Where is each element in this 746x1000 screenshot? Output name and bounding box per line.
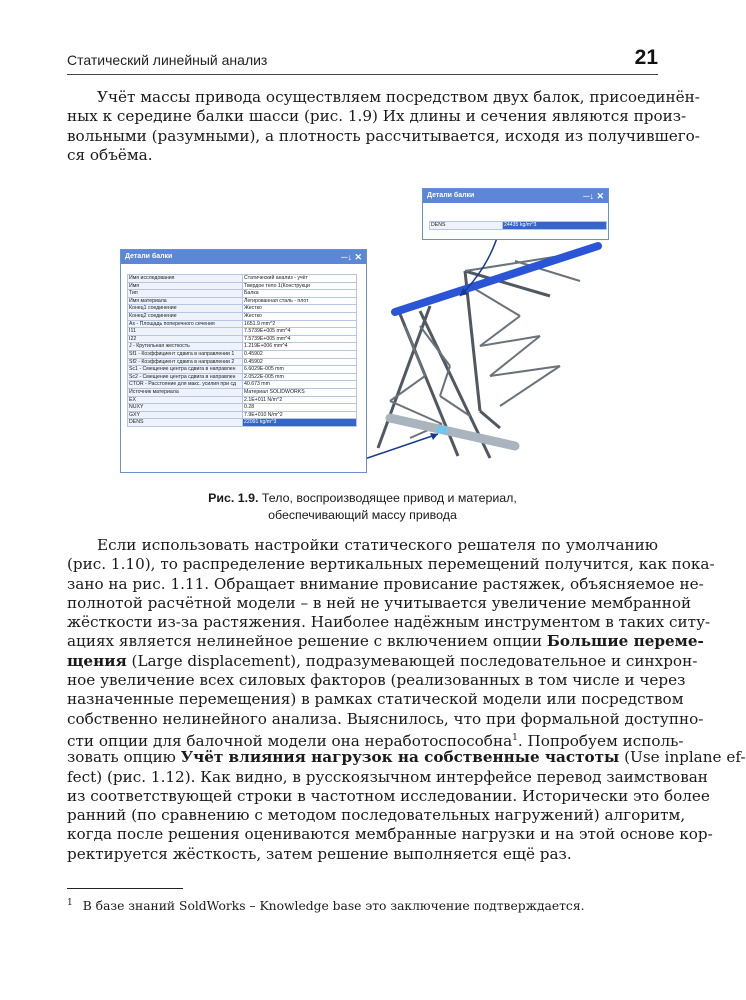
table-row[interactable]: [128, 320, 357, 328]
property-name: Sf2 - Коэффициент сдвига в направлении 2: [128, 358, 243, 366]
property-value: 6.6029E-005 mm: [243, 366, 357, 374]
property-name: DENS: [128, 419, 243, 427]
property-value: 1.219E+006 mm^4: [243, 343, 357, 351]
text-line: ных к середине балки шасси (рис. 1.9) Их длины и сечения являются произ-: [67, 107, 687, 126]
text-segment: назначенные перемещения) в рамках статической модели или посредством: [67, 690, 684, 709]
text-segment: ректируется жёсткость, затем решение выполняется ещё раз.: [67, 844, 572, 863]
property-name: GXY: [128, 411, 243, 419]
running-title: Статический линейный анализ: [67, 52, 268, 68]
drive-body: [436, 426, 448, 434]
property-name: CTOR - Расстояние для макс. усилия при сд: [128, 381, 243, 389]
table-row[interactable]: [128, 297, 357, 305]
text-line: [67, 613, 711, 632]
text-line: [67, 574, 704, 594]
text-segment: ациях является нелинейное решение с включением опции: [67, 632, 547, 651]
figure-1-9: [120, 186, 610, 476]
text-segment: когда после решения оцениваются мембранные нагрузки и на этой основе кор-: [67, 825, 713, 844]
panel-title: Детали балки: [427, 192, 475, 199]
bold-term: Учёт влияния нагрузок на собственные частоты: [180, 748, 620, 767]
text-segment: жёсткости из-за растяжения. Наиболее надёжным инструментом в таких ситу-: [67, 613, 711, 632]
property-name: Sc2 - Смещение центра сдвига в направлен: [128, 373, 243, 381]
property-name: Тип: [128, 290, 243, 298]
text-line: Учёт массы привода осуществляем посредством двух балок, присоединён-: [97, 88, 700, 106]
text-line: [67, 690, 684, 709]
property-name: NUXY: [128, 404, 243, 412]
text-line: [67, 709, 704, 729]
text-line: [67, 806, 686, 825]
property-name: J - Крутильная жесткость: [128, 343, 243, 351]
text-segment: (Use inplane ef-: [619, 748, 746, 767]
text-segment: (Large displacement), подразумевающей последовательное и синхрон-: [126, 651, 698, 670]
bold-term: Большие переме-: [546, 632, 704, 651]
table-row[interactable]: [128, 366, 357, 374]
text-segment: полнотой расчётной модели – в ней не учитывается увеличение мембранной: [67, 593, 692, 612]
text-line: [67, 767, 708, 787]
property-value: 0.45902: [243, 350, 357, 358]
property-name: Конец1 соединение: [128, 305, 243, 313]
text-segment: ное увеличение всех силовых факторов (реализованных в том числе и через: [67, 671, 686, 690]
property-value: 1651.9 mm^2: [243, 320, 357, 328]
beam-properties-table: [127, 274, 357, 427]
dens-key: DENS: [430, 222, 503, 230]
text-segment: из соответствующей строки в частотном исследовании. Исторически это более: [67, 786, 710, 805]
property-value: 7.5739E+005 mm^4: [243, 328, 357, 336]
property-name: EX: [128, 396, 243, 404]
table-row[interactable]: [128, 275, 357, 283]
intro-paragraph: [67, 88, 700, 165]
text-line: [67, 651, 698, 671]
panel-controls[interactable]: ─↓ ✕: [341, 252, 362, 262]
text-line: [67, 729, 684, 751]
figure-caption: [67, 490, 658, 524]
table-row[interactable]: [128, 343, 357, 351]
table-row[interactable]: [128, 350, 357, 358]
table-row[interactable]: [128, 411, 357, 419]
footnote-ref: 1: [512, 732, 518, 743]
property-value: Легированная сталь - плот: [243, 297, 357, 305]
text-segment: fect) (рис. 1.12). Как видно, в русскоязычном интерфейсе перевод заимствован: [67, 767, 708, 786]
property-value: 22091 kg/m^3: [243, 419, 357, 427]
text-line: [67, 536, 658, 555]
footnote-rule: [67, 888, 183, 889]
density-row-table: [429, 221, 607, 230]
text-segment: Если использовать настройки статического решателя по умолчанию: [97, 536, 658, 554]
property-value: 7.5739E+005 mm^4: [243, 335, 357, 343]
text-line: [67, 593, 692, 613]
property-name: Имя: [128, 282, 243, 290]
property-name: Источник материала: [128, 388, 243, 396]
table-row[interactable]: [128, 396, 357, 404]
text-line: [67, 632, 704, 651]
table-row[interactable]: [128, 312, 357, 320]
table-row[interactable]: [128, 404, 357, 412]
text-line: [67, 555, 715, 574]
beam-details-panel-small: [422, 188, 609, 240]
property-value: Материал SOLIDWORKS: [243, 388, 357, 396]
text-segment: . Попробуем исполь-: [517, 732, 684, 751]
bold-term: щения: [67, 651, 127, 670]
property-value: Балка: [243, 290, 357, 298]
footnote: [67, 898, 584, 913]
property-name: Имя материала: [128, 297, 243, 305]
text-segment: ранний (по сравнению с методом последовательных нагружений) алгоритм,: [67, 806, 686, 825]
text-line: ся объёма.: [67, 145, 153, 164]
text-line: [67, 671, 686, 690]
table-row[interactable]: [128, 381, 357, 389]
page-number: 21: [634, 46, 658, 69]
table-row[interactable]: [128, 282, 357, 290]
text-line: [67, 748, 746, 767]
text-line: [67, 786, 710, 806]
text-segment: зовать опцию: [67, 748, 181, 767]
property-value: 7.9E+010 N/m^2: [243, 411, 357, 419]
property-value: 2.1E+011 N/m^2: [243, 396, 357, 404]
text-line: [67, 825, 713, 844]
property-value: Статический анализ - учёт: [243, 275, 357, 283]
property-name: I22: [128, 335, 243, 343]
property-value: 0.45902: [243, 358, 357, 366]
caption-line-1: Тело, воспроизводящее привод и материал,: [258, 491, 517, 505]
text-segment: зано на рис. 1.11. Обращает внимание провисание растяжек, объясняемое не-: [67, 574, 704, 593]
table-row[interactable]: [128, 419, 357, 427]
panel-title-bar: [121, 250, 366, 264]
table-row[interactable]: [128, 388, 357, 396]
text-segment: сти опции для балочной модели она неработоспособна: [67, 732, 513, 751]
footnote-mark: 1: [67, 898, 73, 908]
table-row[interactable]: [128, 335, 357, 343]
table-row[interactable]: [128, 358, 357, 366]
footnote-text: В базе знаний SoldWorks – Knowledge base это заключение подтверждается.: [82, 899, 585, 914]
text-segment: собственно нелинейного анализа. Выяснилось, что при формальной доступно-: [67, 709, 704, 728]
header-rule: [67, 74, 658, 75]
panel-controls[interactable]: ─↓ ✕: [583, 191, 604, 201]
property-name: Конец2 соединение: [128, 312, 243, 320]
property-value: 40.673 mm: [243, 381, 357, 389]
body-paragraph: [67, 536, 746, 864]
beam-details-panel: [120, 249, 367, 473]
dens-value[interactable]: 24435 kg/m^3: [503, 222, 607, 230]
table-row[interactable]: [128, 328, 357, 336]
property-value: 0.28: [243, 404, 357, 412]
property-value: Жестко: [243, 312, 357, 320]
panel-title: Детали балки: [125, 253, 173, 260]
property-value: Жестко: [243, 305, 357, 313]
property-value: Твердое тело 1(Конструкци: [243, 282, 357, 290]
property-name: Имя исследования: [128, 275, 243, 283]
table-row[interactable]: [128, 373, 357, 381]
property-value: 2.0522E-005 mm: [243, 373, 357, 381]
text-segment: (рис. 1.10), то распределение вертикальных перемещений получится, как пока-: [67, 555, 715, 574]
page-header: [67, 48, 658, 74]
table-row[interactable]: [128, 305, 357, 313]
text-line: вольными (разумными), а плотность рассчитывается, исходя из получившего-: [67, 126, 700, 145]
panel-title-bar: [423, 189, 608, 203]
caption-label: Рис. 1.9.: [208, 491, 259, 505]
property-name: Sf1 - Коэффициент сдвига в направлении 1: [128, 350, 243, 358]
property-name: I11: [128, 328, 243, 336]
caption-line-2: обеспечивающий массу привода: [268, 508, 457, 522]
text-line: [67, 845, 658, 864]
property-name: Sc1 - Смещение центра сдвига в направлен: [128, 366, 243, 374]
property-name: Ax - Площадь поперечного сечения: [128, 320, 243, 328]
table-row[interactable]: [128, 290, 357, 298]
